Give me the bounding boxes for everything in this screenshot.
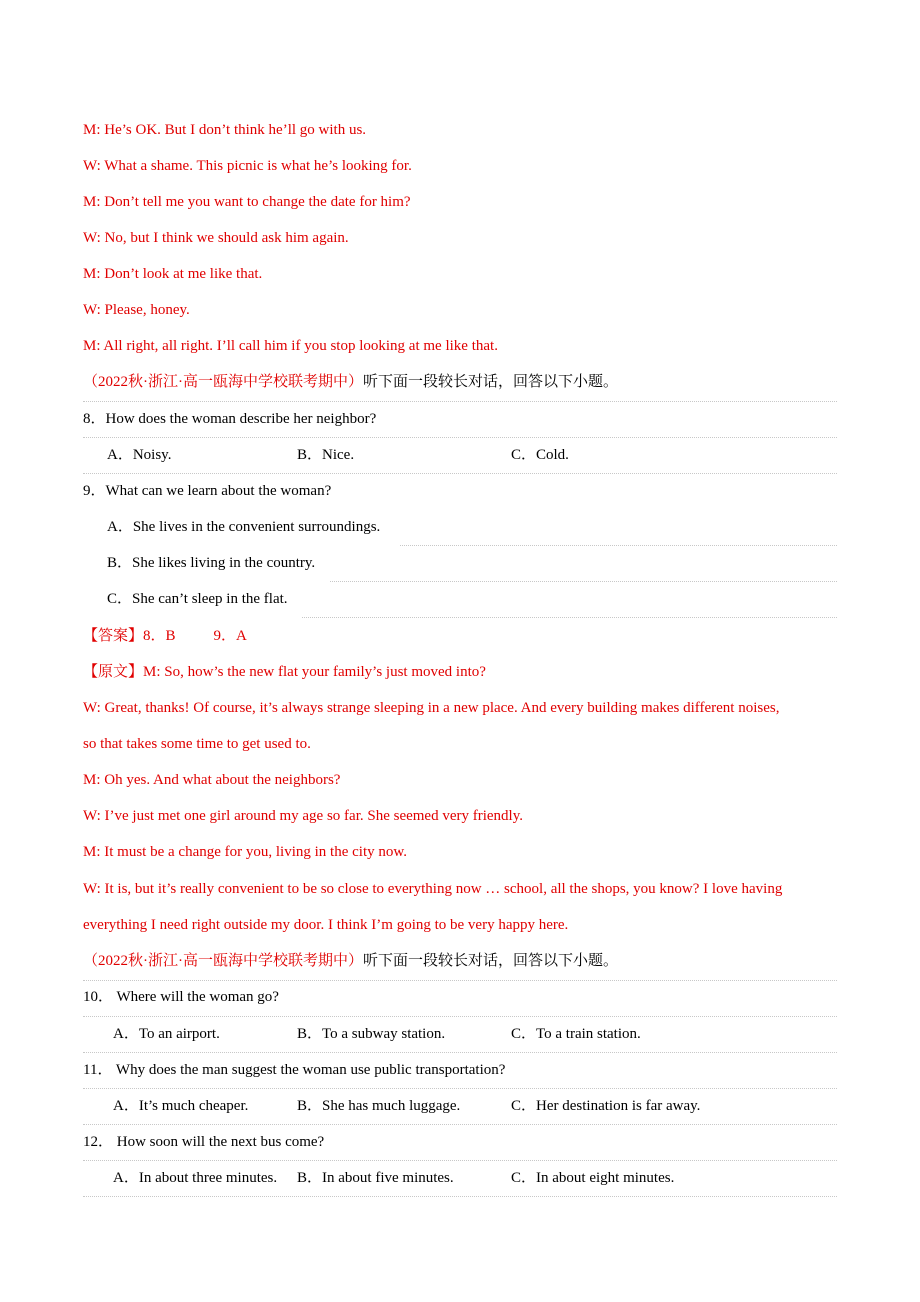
q11-option-a: A．It’s much cheaper. (113, 1098, 249, 1114)
q10-option-c: C．To a train station. (511, 1026, 641, 1042)
dialogue-line: M: Don’t tell me you want to change the date for him? (83, 194, 411, 210)
transcript-line: W: Great, thanks! Of course, it’s always strange sleeping in a new place. And every building makes different noises, (83, 700, 780, 716)
transcript-line: so that takes some time to get used to. (83, 736, 311, 752)
dialogue-line: W: No, but I think we should ask him again. (83, 230, 349, 246)
dotted-divider (330, 581, 837, 582)
transcript-first: M: So, how’s the new flat your family’s just moved into? (143, 664, 486, 680)
q11-option-b: B．She has much luggage. (297, 1098, 461, 1114)
transcript-line: W: I’ve just met one girl around my age so far. She seemed very friendly. (83, 808, 524, 824)
section-source-line (83, 372, 618, 392)
dotted-divider (83, 1124, 837, 1125)
question-12: 12． How soon will the next bus come? (83, 1134, 325, 1150)
answer-8: 8．B (143, 628, 176, 644)
question-10: 10． Where will the woman go? (83, 989, 279, 1005)
question-11: 11． Why does the man suggest the woman use public transportation? (83, 1062, 506, 1078)
q12-option-a: A．In about three minutes. (113, 1170, 278, 1186)
question-9: 9．What can we learn about the woman? (83, 483, 332, 499)
transcript-line (83, 662, 486, 682)
answer-line (83, 626, 247, 646)
q9-option-a: A．She lives in the convenient surroundings. (107, 519, 381, 535)
dialogue-line: W: Please, honey. (83, 302, 190, 318)
dotted-divider (83, 1052, 837, 1053)
source-citation: （2022秋·浙江·高一瓯海中学校联考期中） (83, 374, 363, 390)
q8-option-b: B．Nice. (297, 447, 355, 463)
q9-option-c: C．She can’t sleep in the flat. (107, 591, 288, 607)
dotted-divider (302, 617, 837, 618)
dotted-divider (83, 980, 837, 981)
q8-option-c: C．Cold. (511, 447, 569, 463)
dialogue-line: W: What a shame. This picnic is what he’s looking for. (83, 158, 412, 174)
q12-option-b: B．In about five minutes. (297, 1170, 454, 1186)
answer-9: 9．A (213, 628, 247, 644)
dotted-divider (83, 437, 837, 438)
q11-option-c: C．Her destination is far away. (511, 1098, 701, 1114)
q10-option-a: A．To an airport. (113, 1026, 220, 1042)
dotted-divider (83, 401, 837, 402)
q8-option-a: A．Noisy. (107, 447, 172, 463)
transcript-line: M: It must be a change for you, living in the city now. (83, 844, 407, 860)
dotted-divider (83, 473, 837, 474)
dotted-divider (83, 1160, 837, 1161)
transcript-label: 【原文】 (83, 664, 144, 680)
transcript-line: M: Oh yes. And what about the neighbors? (83, 772, 341, 788)
transcript-line: everything I need right outside my door. I think I’m going to be very happy here. (83, 917, 569, 933)
section-instruction: 听下面一段较长对话，回答以下小题。 (363, 953, 619, 969)
dotted-divider (400, 545, 837, 546)
source-citation: （2022秋·浙江·高一瓯海中学校联考期中） (83, 953, 363, 969)
dotted-divider (83, 1088, 837, 1089)
dotted-divider (83, 1016, 837, 1017)
question-8: 8．How does the woman describe her neighbor? (83, 411, 377, 427)
section-source-line (83, 951, 618, 971)
dialogue-line: M: All right, all right. I’ll call him if you stop looking at me like that. (83, 338, 498, 354)
section-instruction: 听下面一段较长对话，回答以下小题。 (363, 374, 619, 390)
dialogue-line: M: Don’t look at me like that. (83, 266, 263, 282)
dialogue-line: M: He’s OK. But I don’t think he’ll go with us. (83, 122, 367, 138)
answer-label: 【答案】 (83, 628, 144, 644)
q12-option-c: C．In about eight minutes. (511, 1170, 675, 1186)
transcript-line: W: It is, but it’s really convenient to be so close to everything now … school, all the shops, you know? I love having (83, 881, 783, 897)
q10-option-b: B．To a subway station. (297, 1026, 446, 1042)
q9-option-b: B．She likes living in the country. (107, 555, 316, 571)
dotted-divider (83, 1196, 837, 1197)
